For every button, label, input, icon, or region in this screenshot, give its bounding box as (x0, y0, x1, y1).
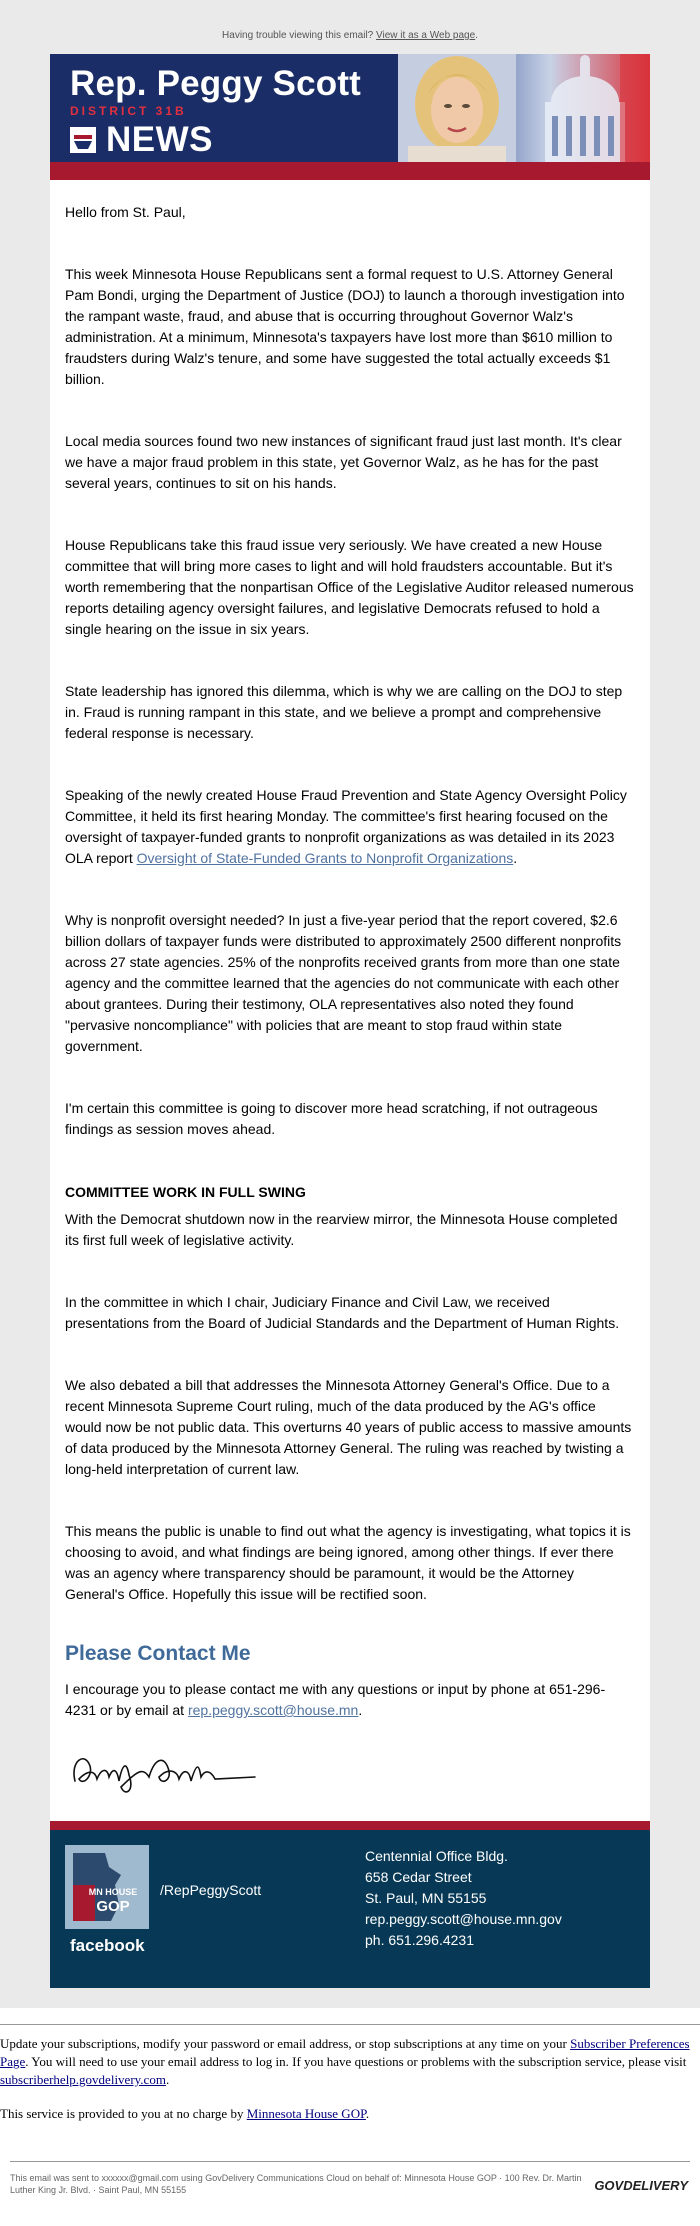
header-banner (50, 54, 650, 162)
service-text (0, 2105, 700, 2123)
paragraph-head-scratching: I'm certain this committee is going to discover more head scratching, if not outrageous findings as session moves ahead. (65, 1100, 598, 1137)
subscription-divider-bottom (10, 2161, 690, 2162)
contact-email-link[interactable]: rep.peggy.scott@house.mn (187, 1702, 359, 1718)
banner-name: Rep. Peggy Scott (70, 64, 362, 103)
committee-hearing-text: Speaking of the newly created House Fraud Prevention and State Agency Oversight Policy Committee, it held its first hearing Monday. The committee's first hearing focused on the oversight of taxpayer-funded grants to nonprofit organizations as was detailed in its 2023 OLA report (65, 787, 627, 866)
section-heading-committee-work: COMMITTEE WORK IN FULL SWING (65, 1184, 306, 1200)
paragraph-house-republicans: House Republicans take this fraud issue very seriously. We have created a new House committee that will bring more cases to light and will hold fraudsters accountable. But it's worth remembering that the nonpartisan Office of the Legislative Auditor released numerous reports detailing agency oversight failures, and legislative Democrats refused to hold a single hearing on the issue in six years. (65, 537, 634, 637)
disclaimer-row (0, 2172, 700, 2214)
contact-end: . (358, 1702, 363, 1718)
service-prefix: This service is provided to you at no charge by (0, 2106, 247, 2121)
contact-title: Please Contact Me (65, 1642, 251, 1665)
paragraph-democrat-shutdown: With the Democrat shutdown now in the rearview mirror, the Minnesota House completed its first full week of legislative activity. (65, 1211, 618, 1248)
banner-news: NEWS (106, 120, 213, 159)
paragraph-state-leadership: State leadership has ignored this dilemma, which is why we are calling on the DOJ to step in. Fraud is running rampant in this state, and we believe a prompt and comprehensive federal response is necessary. (65, 683, 623, 741)
web-page-link[interactable]: View it as a Web page (376, 30, 476, 41)
service-end: . (365, 2106, 370, 2121)
contact-paragraph (65, 1679, 635, 1721)
address-building: Centennial Office Bldg. (365, 1848, 508, 1864)
footer-red-bar (50, 1821, 650, 1830)
banner-red-bar (50, 162, 650, 180)
minnesota-house-gop-link[interactable]: Minnesota House GOP (246, 2106, 366, 2121)
contact-text: I encourage you to please contact me with any questions or input by phone at 651-296-4231 or by email at (65, 1681, 606, 1718)
email-body (50, 180, 650, 1821)
disclaimer-text: This email was sent to xxxxxx@gmail.com using GovDelivery Communications Cloud on behalf of: Minnesota House GOP · 100 Rev. Dr. Martin Luther King Jr. Blvd. · Saint Paul, MN 55155 (10, 2173, 582, 2195)
trouble-viewing-line (0, 28, 700, 54)
paragraph-doj-request: This week Minnesota House Republicans sent a formal request to U.S. Attorney General Pam Bondi, urging the Department of Justice (DOJ) to launch a thorough investigation into the rampant waste, fraud, and abuse that is occurring throughout Governor Walz's administration. At a minimum, Minnesota's taxpayers have lost more than $610 million to fraudsters during Walz's tenure, and some have suggested the total actually exceeds $1 billion. (65, 266, 625, 387)
paragraph-judiciary-finance: In the committee in which I chair, Judiciary Finance and Civil Law, we received presentations from the Board of Judicial Standards and the Department of Human Rights. (65, 1294, 620, 1331)
trouble-text: Having trouble viewing this email? (222, 30, 377, 41)
signature-image (65, 1741, 265, 1801)
committee-hearing-end: . (513, 850, 518, 866)
paragraph-nonprofit-oversight: Why is nonprofit oversight needed? In just a five-year period that the report covered, $2.6 billion dollars of taxpayer funds were distributed to approximately 2500 different nonprofits across 27 state agencies. 25% of the nonprofits received grants from more than one state agency and the committee learned that the agencies do not communicate with each other about grantees. During their testimony, OLA representatives also noted they found "pervasive noncompliance" with policies that are meant to stop fraud within state government. (65, 912, 622, 1054)
facebook-handle[interactable]: /RepPeggyScott (160, 1882, 262, 1898)
paragraph-committee-hearing (65, 785, 635, 869)
address-city: St. Paul, MN 55155 (365, 1890, 487, 1906)
greeting: Hello from St. Paul, (65, 204, 186, 220)
subscription-line1: Update your subscriptions, modify your password or email address, or stop subscriptions at any time on your (0, 2036, 571, 2051)
subscription-text (0, 2035, 700, 2089)
subscription-line2: . You will need to use your email address to log in. If you have questions or problems with the subscription service, please visit (25, 2054, 687, 2069)
mn-house-logo-icon (70, 127, 96, 153)
paragraph-local-media: Local media sources found two new instances of significant fraud just last month. It's clear we have a major fraud problem in this state, yet Governor Walz, as he has for the past several years, continues to sit on his hands. (65, 433, 622, 491)
govdelivery-logo[interactable]: GOVDELIVERY (594, 2178, 688, 2193)
mn-house-gop-logo-icon[interactable] (65, 1845, 149, 1929)
logo-text-gop: GOP (96, 1898, 130, 1915)
subscription-block (0, 2024, 700, 2214)
footer (50, 1830, 650, 1988)
paragraph-transparency: This means the public is unable to find out what the agency is investigating, what topics it is choosing to avoid, and what findings are being ignored, among other things. If ever there was an agency where transparency should be paramount, it would be the Attorney General's Office. Hopefully this issue will be rectified soon. (65, 1523, 631, 1602)
address-street: 658 Cedar Street (365, 1869, 472, 1885)
ola-report-link[interactable]: Oversight of State-Funded Grants to Nonprofit Organizations (136, 850, 514, 866)
subscription-divider-top (0, 2024, 700, 2025)
banner-district: DISTRICT 31B (70, 104, 187, 118)
logo-text-mn-house: MN HOUSE (88, 1887, 138, 1897)
portrait-photo (398, 54, 516, 162)
subscriber-preferences-link[interactable]: Subscriber Preferences Page (0, 2036, 690, 2069)
trouble-end: . (475, 30, 478, 41)
subscriber-help-link[interactable]: subscriberhelp.govdelivery.com (0, 2072, 166, 2087)
paragraph-attorney-general-bill: We also debated a bill that addresses the Minnesota Attorney General's Office. Due to a recent Minnesota Supreme Court ruling, much of the data produced by the AG's office would now be not public data. This overturns 40 years of public access to massive amounts of data produced by the Minnesota Attorney General. The ruling was reached by twisting a long-held interpretation of current law. (65, 1377, 632, 1477)
address-phone: ph. 651.296.4231 (365, 1932, 474, 1948)
facebook-label[interactable]: facebook (70, 1936, 145, 1955)
address-email[interactable]: rep.peggy.scott@house.mn.gov (365, 1911, 562, 1927)
email-card (50, 54, 650, 1988)
subscription-line3: . (165, 2072, 170, 2087)
footer-address (365, 1846, 562, 1951)
